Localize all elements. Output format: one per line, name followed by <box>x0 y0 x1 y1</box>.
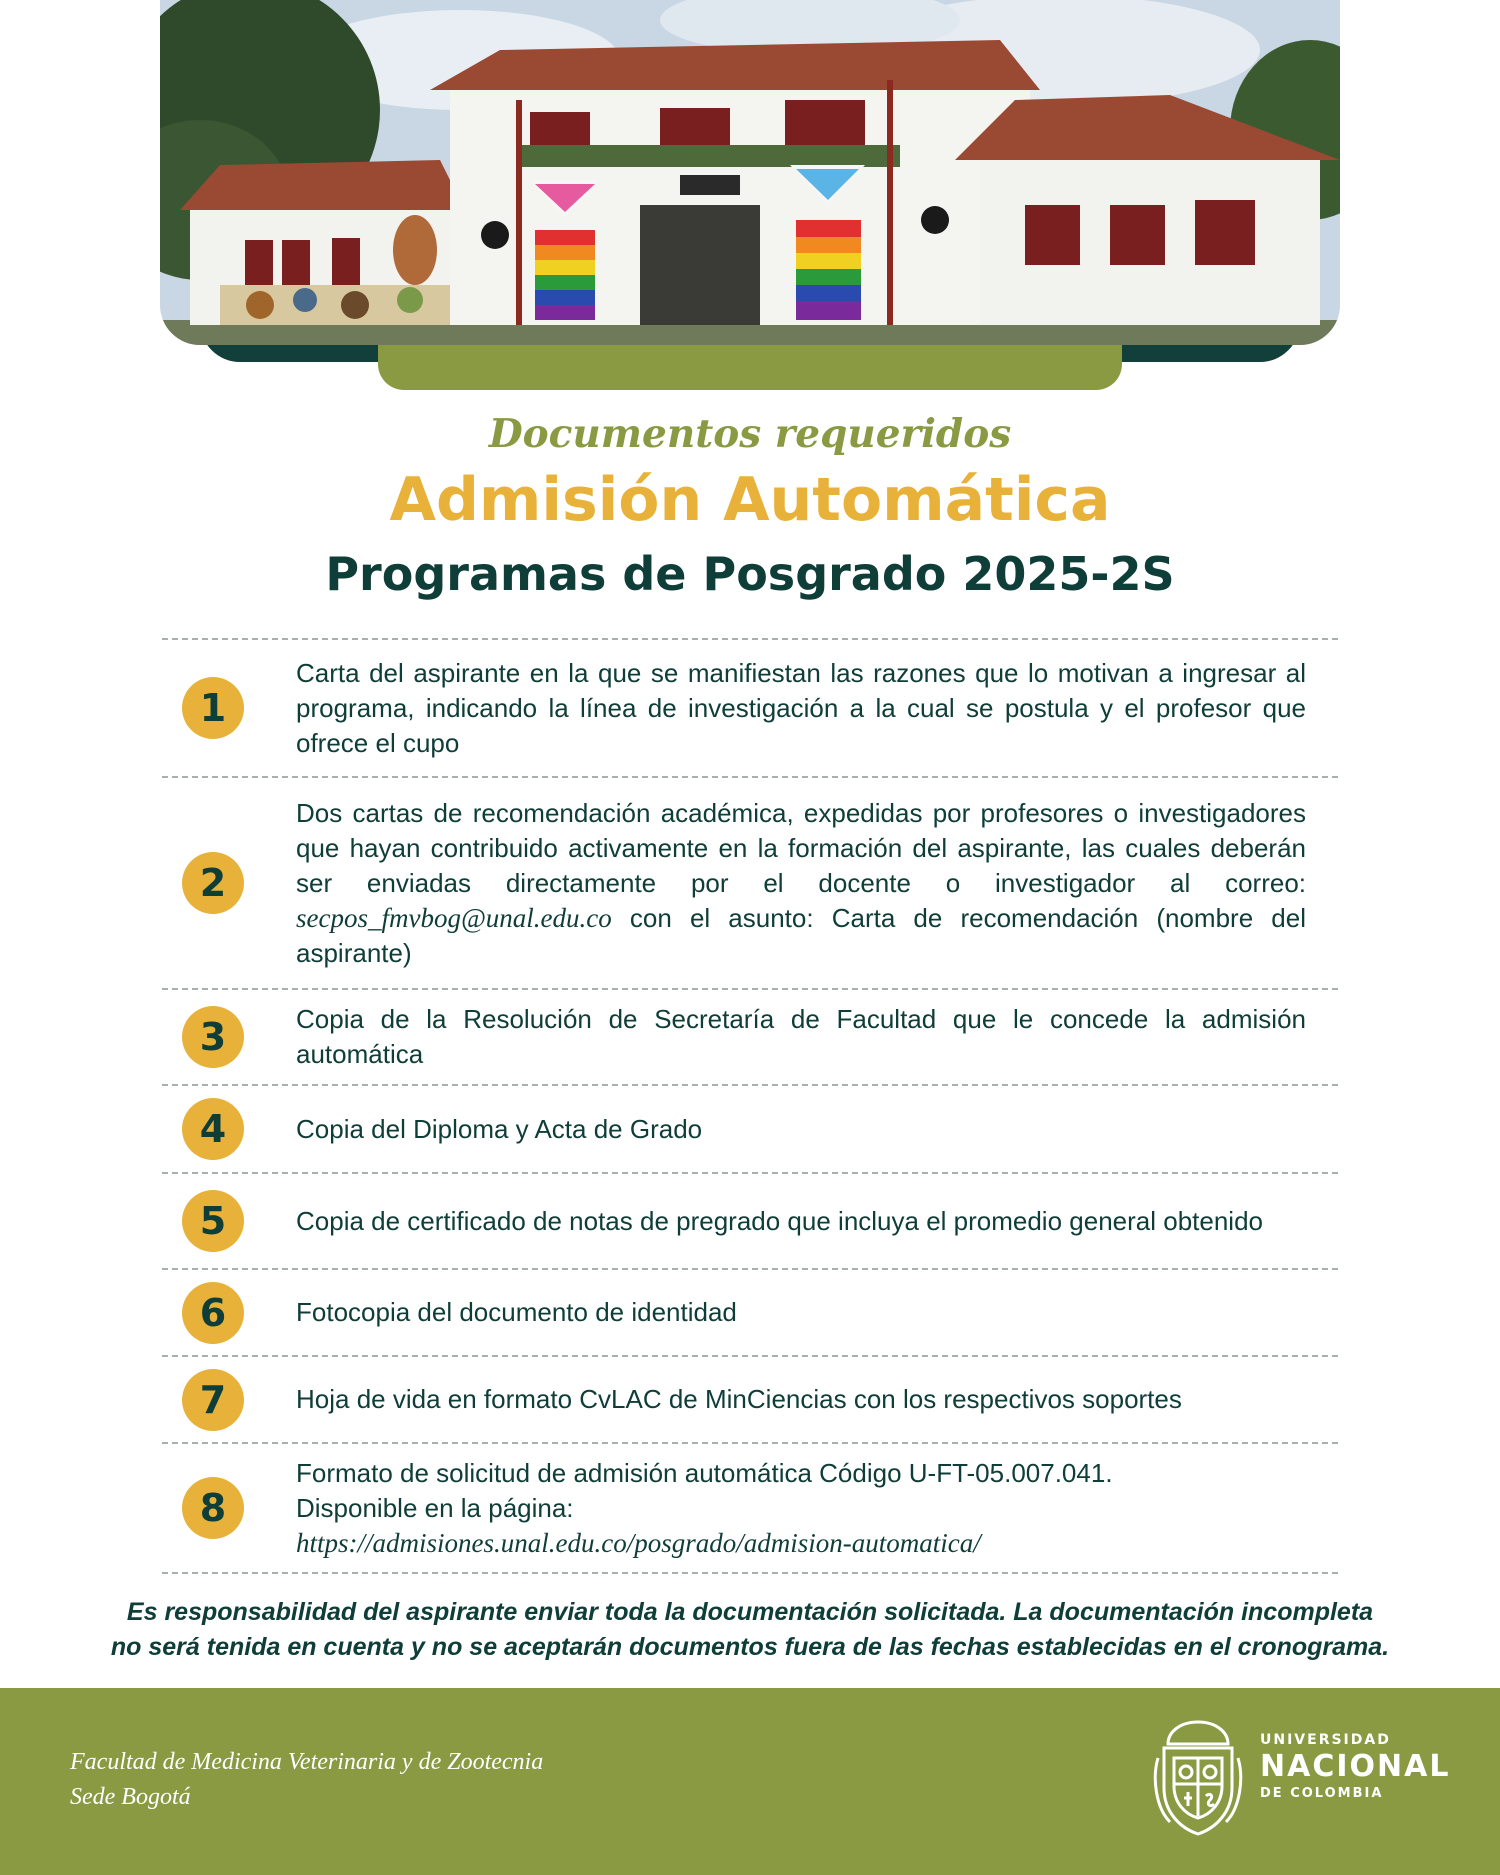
hero-olive-band <box>378 340 1122 390</box>
university-wordmark <box>1260 1732 1450 1801</box>
number-badge: 2 <box>182 852 244 914</box>
number-badge: 7 <box>182 1369 244 1431</box>
requirement-item <box>162 1357 1338 1444</box>
hero-banner <box>160 0 1340 395</box>
number-badge: 4 <box>182 1098 244 1160</box>
responsibility-notice <box>0 1595 1500 1665</box>
campus-line: Sede Bogotá <box>70 1784 191 1810</box>
requirement-text: Hoja de vida en formato CvLAC de MinCiencias con los respectivos soportes <box>296 1384 1182 1414</box>
requirements-list <box>162 638 1338 1574</box>
number-badge: 6 <box>182 1282 244 1344</box>
page-title: Admisión Automática <box>389 465 1111 535</box>
university-logo <box>1150 1718 1451 1848</box>
notice-line: no será tenida en cuenta y no se aceptarán documentos fuera de las fechas establecidas en el cronograma. <box>110 1633 1390 1661</box>
subtitle: Documentos requeridos <box>488 411 1012 457</box>
requirement-text: Copia del Diploma y Acta de Grado <box>296 1113 703 1144</box>
admission-url-link[interactable]: https://admisiones.unal.edu.co/posgrado/admision-automatica/ <box>296 1527 981 1558</box>
wordmark-line: NACIONAL <box>1260 1749 1451 1784</box>
requirement-item <box>162 1174 1338 1270</box>
requirement-text-after: con el asunto: Carta de recomendación (nombre del aspirante) <box>296 902 1306 968</box>
requirement-item <box>162 1444 1338 1574</box>
requirement-item <box>162 1086 1338 1174</box>
requirement-text <box>296 796 1306 971</box>
requirement-item <box>162 640 1338 778</box>
building-photo <box>160 0 1340 345</box>
number-badge: 1 <box>182 677 244 739</box>
faculty-name <box>70 1745 543 1815</box>
wordmark-line: UNIVERSIDAD <box>1260 1732 1391 1748</box>
requirement-text: Fotocopia del documento de identidad <box>296 1297 737 1327</box>
requirement-item <box>162 1270 1338 1357</box>
faculty-line: Facultad de Medicina Veterinaria y de Zootecnia <box>70 1749 544 1775</box>
university-seal-icon <box>1150 1718 1246 1838</box>
notice-line: Es responsabilidad del aspirante enviar toda la documentación solicitada. La documentación incompleta <box>126 1598 1374 1626</box>
requirement-text <box>296 1456 1306 1561</box>
number-badge: 8 <box>182 1477 244 1539</box>
requirement-text: Copia de la Resolución de Secretaría de Facultad que le concede la admisión automática <box>296 1004 1306 1069</box>
email-link[interactable]: secpos_fmvbog@unal.edu.co <box>296 902 612 933</box>
requirement-text-before: Dos cartas de recomendación académica, expedidas por profesores o investigadores que hayan contribuido activamente en la formación del aspirante, las cuales deberán ser enviadas directamente por el docente o investigador al correo: <box>296 797 1306 898</box>
requirement-text-line: Disponible en la página: <box>296 1492 574 1523</box>
requirement-item <box>162 990 1338 1086</box>
footer <box>0 1688 1500 1875</box>
number-badge: 3 <box>182 1006 244 1068</box>
program-title: Programas de Posgrado 2025-2S <box>325 547 1175 601</box>
heading-block <box>0 408 1500 606</box>
requirement-text: Carta del aspirante en la que se manifiestan las razones que lo motivan a ingresar al programa, indicando la línea de investigación a la cual se postula y el profesor que ofrece el cupo <box>296 657 1306 758</box>
requirement-text: Copia de certificado de notas de pregrado que incluya el promedio general obtenido <box>296 1205 1263 1236</box>
number-badge: 5 <box>182 1190 244 1252</box>
requirement-item <box>162 778 1338 990</box>
requirement-text-line: Formato de solicitud de admisión automática Código U-FT-05.007.041. <box>296 1457 1113 1488</box>
wordmark-line: DE COLOMBIA <box>1260 1786 1384 1801</box>
